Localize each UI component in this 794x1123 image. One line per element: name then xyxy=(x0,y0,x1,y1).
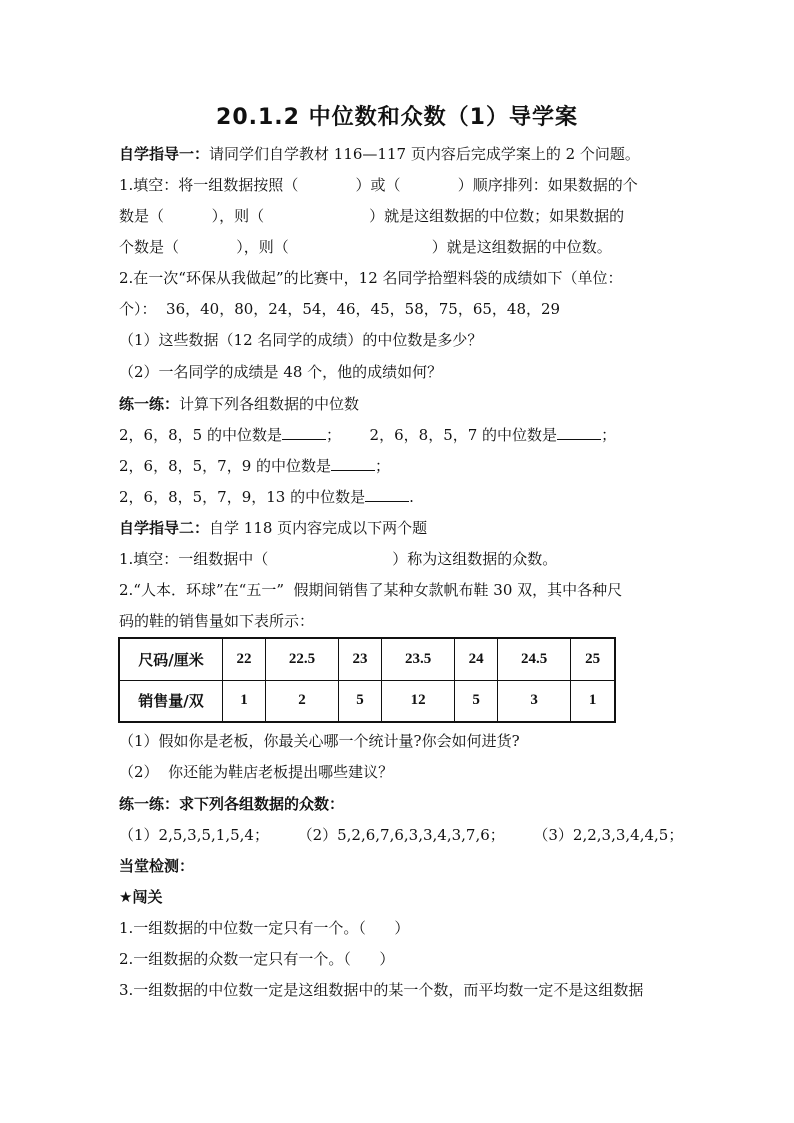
q4-sub-1: （1）假如你是老板，你最关心哪一个统计量?你会如何进货? xyxy=(119,732,520,750)
table-cell: 24.5 xyxy=(498,638,571,680)
table-cell: 1 xyxy=(223,680,266,722)
q1-line-2: 数是（ ），则（ ）就是这组数据的中位数；如果数据的 xyxy=(119,207,625,225)
shoe-sales-table xyxy=(118,637,616,723)
table-cell: 25 xyxy=(571,638,615,680)
table-cell: 22 xyxy=(223,638,266,680)
table-cell: 12 xyxy=(382,680,455,722)
row-header-sales: 销售量/双 xyxy=(119,680,223,722)
table-row xyxy=(119,638,615,680)
page-title: 20.1.2 中位数和众数（1）导学案 xyxy=(216,105,578,130)
q1-line-1: 1.填空：将一组数据按照（ ）或（ ）顺序排列：如果数据的个 xyxy=(119,176,638,194)
table-cell: 1 xyxy=(571,680,615,722)
practice1-heading: 练一练： xyxy=(119,395,180,413)
practice2-heading: 练一练：求下列各组数据的众数： xyxy=(119,795,345,813)
answer-blank[interactable] xyxy=(557,425,601,440)
guide2-line xyxy=(119,518,427,538)
punctuation: ； xyxy=(375,457,391,475)
median-q4-label: 2，6，8，5，7，9，13 的中位数是 xyxy=(119,488,366,506)
table-cell: 22.5 xyxy=(265,638,338,680)
table-cell: 3 xyxy=(498,680,571,722)
punctuation: ； xyxy=(601,426,617,444)
answer-blank[interactable] xyxy=(365,487,409,502)
test-item-1: 1.一组数据的中位数一定只有一个。（ ） xyxy=(119,919,410,937)
practice1-line xyxy=(119,394,359,414)
q2-line-2: 个）： 36，40，80，24，54，46，45，58，75，65，48，29 xyxy=(119,300,561,318)
answer-blank[interactable] xyxy=(282,425,326,440)
test-item-2: 2.一组数据的众数一定只有一个。（ ） xyxy=(119,950,395,968)
table-cell: 5 xyxy=(339,680,382,722)
practice1-text: 计算下列各组数据的中位数 xyxy=(179,395,360,413)
guide2-text: 自学 118 页内容完成以下两个题 xyxy=(209,519,428,537)
table-cell: 24 xyxy=(455,638,498,680)
q2-sub-1: （1）这些数据（12 名同学的成绩）的中位数是多少？ xyxy=(119,331,483,349)
table-row xyxy=(119,680,615,722)
table-cell: 23.5 xyxy=(382,638,455,680)
q4-sub-2: （2） 你还能为鞋店老板提出哪些建议？ xyxy=(119,763,394,781)
punctuation: . xyxy=(409,488,414,506)
guide2-heading: 自学指导二： xyxy=(119,519,210,537)
guide1-heading: 自学指导一： xyxy=(119,145,210,163)
table-cell: 23 xyxy=(339,638,382,680)
q3-line: 1.填空：一组数据中（ ）称为这组数据的众数。 xyxy=(119,550,558,568)
practice1-row-1 xyxy=(119,425,616,445)
test-item-3: 3.一组数据的中位数一定是这组数据中的某一个数，而平均数一定不是这组数据 xyxy=(119,981,644,999)
q1-line-3: 个数是（ ），则（ ）就是这组数据的中位数。 xyxy=(119,238,612,256)
practice1-row-3 xyxy=(119,487,414,507)
guide1-line xyxy=(119,144,640,164)
median-q3-label: 2，6，8，5，7，9 的中位数是 xyxy=(119,457,332,475)
q4-line-2: 码的鞋的销售量如下表所示： xyxy=(119,612,315,630)
q2-sub-2: （2）一名同学的成绩是 48 个，他的成绩如何？ xyxy=(119,363,443,381)
table-cell: 5 xyxy=(455,680,498,722)
q2-line-1: 2.在一次“环保从我做起”的比赛中，12 名同学拾塑料袋的成绩如下（单位： xyxy=(119,269,623,287)
practice2-items: （1）2,5,3,5,1,5,4； （2）5,2,6,7,6,3,3,4,3,7,6； （3）2,2,3,3,4,4,5； xyxy=(119,826,684,844)
row-header-size: 尺码/厘米 xyxy=(119,638,223,680)
q4-line-1: 2.“人本．环球”在“五一” 假期间销售了某种女款帆布鞋 30 双，其中各种尺 xyxy=(119,581,623,599)
median-q2-label: ； 2，6，8，5，7 的中位数是 xyxy=(325,426,558,444)
guide1-text: 请同学们自学教材 116—117 页内容后完成学案上的 2 个问题。 xyxy=(209,145,640,163)
classcheck-heading: 当堂检测： xyxy=(119,857,195,875)
table-cell: 2 xyxy=(265,680,338,722)
level-heading: ★闯关 xyxy=(119,888,163,906)
practice1-row-2 xyxy=(119,456,390,476)
median-q1-label: 2，6，8，5 的中位数是 xyxy=(119,426,282,444)
answer-blank[interactable] xyxy=(331,456,375,471)
